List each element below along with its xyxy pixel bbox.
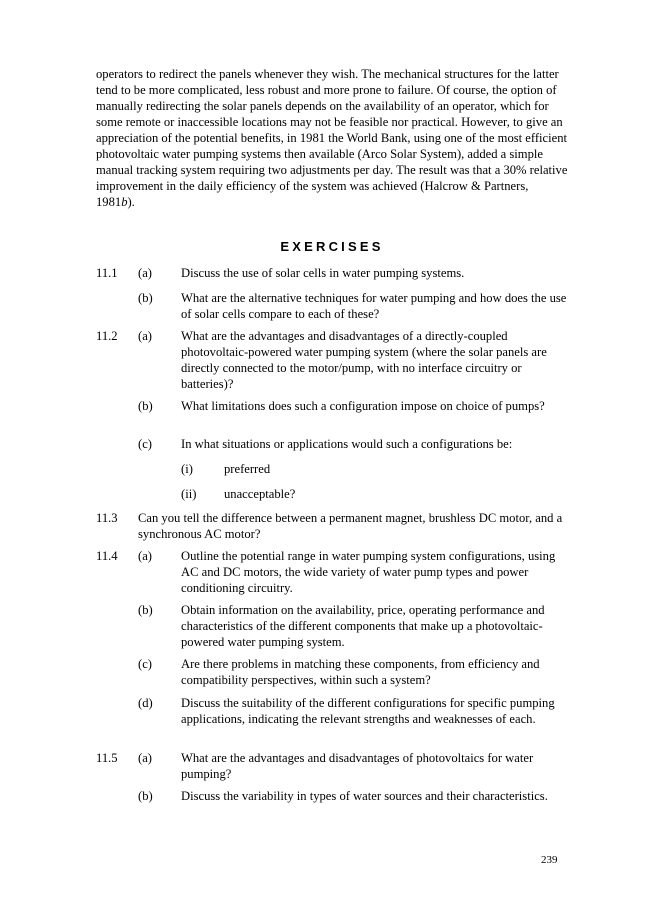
part-label: (b) [138,603,153,617]
part-label: (c) [138,437,152,451]
part-label: (b) [138,789,153,803]
part-text: Are there problems in matching these components, from efficiency and compatibility perspectives, within such a system? [181,657,540,687]
exercise-number: 11.1 [96,266,118,280]
subpart-text: unacceptable? [224,487,296,501]
part-label: (c) [138,657,152,671]
exercise-number: 11.4 [96,549,118,563]
exercise-number: 11.2 [96,329,118,343]
exercise-number: 11.5 [96,751,118,765]
part-text: What are the advantages and disadvantages of photovoltaics for water pumping? [181,751,534,781]
part-label: (b) [138,291,153,305]
part-label: (a) [138,266,152,280]
exercise-number: 11.3 [96,511,118,525]
part-text: What are the advantages and disadvantages of a directly-coupled photovoltaic-powered water pumping system (where the solar panels are directly connected to the motor/pump, with no interface circuitry or batteries)? [181,329,547,391]
part-text: Discuss the variability in types of water sources and their characteristics. [181,789,548,803]
intro-text: operators to redirect the panels whenever they wish. The mechanical structures for the latter tend to be more complicated, less robust and more prone to failure. Of course, the option of manually redirecting the solar panels depends on the availability of an operator, which for some remote or inaccessible locations may not be feasible nor practical. However, to give an appreciation of the potential benefits, in 1981 the World Bank, using one of the most efficient photovoltaic water pumping systems then available (Arco Solar System), added a simple manual tracking system requiring two adjustments per day. The result was that a 30% relative improvement in the daily efficiency of the system was achieved (Halcrow & Partners, 1981 [96,67,568,209]
subpart-label: (ii) [181,487,197,501]
part-text: Discuss the use of solar cells in water pumping systems. [181,266,465,280]
part-text: Outline the potential range in water pumping system configurations, using AC and DC motors, the wide variety of water pump types and power conditioning circuitry. [181,549,556,595]
part-label: (b) [138,399,153,413]
subpart-text: preferred [224,462,271,476]
part-text: In what situations or applications would such a configurations be: [181,437,513,451]
part-label: (a) [138,329,152,343]
part-label: (a) [138,751,152,765]
exercise-text: Can you tell the difference between a permanent magnet, brushless DC motor, and a synchronous AC motor? [138,511,563,541]
part-label: (d) [138,696,153,710]
part-text: What limitations does such a configuration impose on choice of pumps? [181,399,545,413]
page-number: 239 [541,854,558,866]
part-text: Obtain information on the availability, price, operating performance and characteristics of the different components that make up a photovoltaic-powered water pumping system. [181,603,545,649]
intro-end: ). [127,195,135,209]
part-text: What are the alternative techniques for water pumping and how does the use of solar cells compare to each of these? [181,291,567,321]
intro-paragraph [96,66,568,210]
subpart-label: (i) [181,462,193,476]
part-label: (a) [138,549,152,563]
exercises-heading: EXERCISES [280,239,384,254]
intro-citation-suffix: b [121,195,128,209]
part-text: Discuss the suitability of the different configurations for specific pumping applications, indicating the relevant strengths and weaknesses of each. [181,696,555,726]
